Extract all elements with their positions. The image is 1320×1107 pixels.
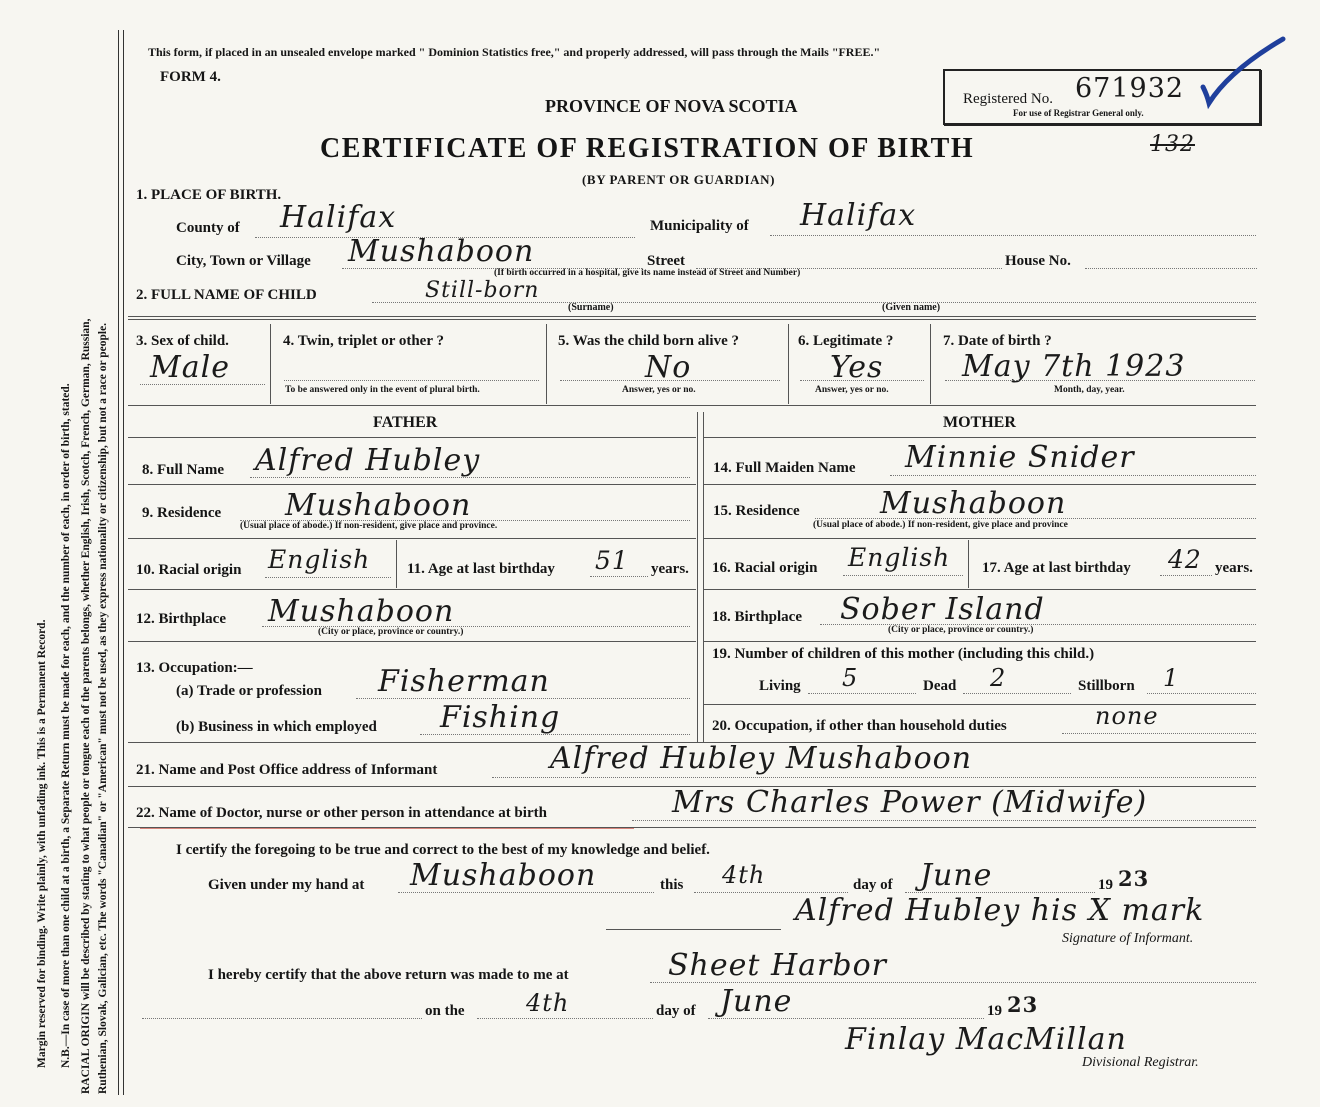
sex-label: 3. Sex of child. <box>136 333 229 349</box>
father-residence-note: (Usual place of abode.) If non-resident, give place and province. <box>240 521 498 531</box>
registrar-month: June <box>720 984 793 1019</box>
informant-signature-label: Signature of Informant. <box>1062 931 1194 946</box>
registrar-place: Sheet Harbor <box>668 948 887 983</box>
mother-race-value: English <box>848 543 951 572</box>
given-at-label: Given under my hand at <box>208 877 365 893</box>
municipality-value: Halifax <box>800 198 917 233</box>
registrar-day: 4th <box>526 989 570 1017</box>
legitimate-value: Yes <box>830 350 884 385</box>
registrar-year-prefix: 19 <box>987 1003 1002 1019</box>
informant-value: Alfred Hubley Mushaboon <box>550 741 973 776</box>
sex-value: Male <box>150 350 230 385</box>
father-birthplace-label: 12. Birthplace <box>136 611 226 627</box>
father-trade-label: (a) Trade or profession <box>176 683 322 699</box>
doctor-value: Mrs Charles Power (Midwife) <box>672 785 1148 820</box>
mother-race-label: 16. Racial origin <box>712 560 818 576</box>
margin-note-nationality: Ruthenian, Slovak, Galician, etc. The words "Canadian" or "American" must not be used, as they express nationality or citizenship, but not a race or people. <box>97 322 109 1094</box>
day-of-label: day of <box>853 877 893 893</box>
father-name-value: Alfred Hubley <box>255 443 481 478</box>
this-label: this <box>660 877 684 893</box>
legitimate-note: Answer, yes or no. <box>815 385 889 395</box>
father-age-value: 51 <box>595 546 629 575</box>
registrar-year-suffix: 23 <box>1007 992 1039 1017</box>
father-birthplace-note: (City or place, province or country.) <box>318 627 464 637</box>
mother-residence-note: (Usual place of abode.) If non-resident, give place and province <box>813 520 1068 530</box>
date-of-birth-value: May 7th 1923 <box>962 349 1186 384</box>
checkmark-icon <box>1195 35 1290 110</box>
given-at-value: Mushaboon <box>410 858 597 893</box>
mother-heading: MOTHER <box>943 414 1016 431</box>
margin-note-racial-origin: RACIAL ORIGIN will be described by stating to what people or tongue each of the parents belongs, whether English, Irish, Scotch, French, German, Russian, <box>80 318 92 1094</box>
father-business-label: (b) Business in which employed <box>176 719 377 735</box>
mother-name-value: Minnie Snider <box>905 440 1135 475</box>
mother-age-unit: years. <box>1215 560 1253 576</box>
postal-notice: This form, if placed in an unsealed envelope marked " Dominion Statistics free," and properly addressed, will pass through the Mails "FREE." <box>148 45 881 59</box>
born-alive-note: Answer, yes or no. <box>622 385 696 395</box>
certification-year-suffix: 23 <box>1118 866 1150 891</box>
hospital-note: (If birth occurred in a hospital, give its name instead of Street and Number) <box>494 268 801 278</box>
mother-birthplace-label: 18. Birthplace <box>712 609 802 625</box>
child-name-value: Still-born <box>425 278 540 303</box>
registrar-signature: Finlay MacMillan <box>845 1022 1127 1057</box>
father-race-value: English <box>268 545 371 574</box>
born-alive-value: No <box>645 350 692 385</box>
legitimate-label: 6. Legitimate ? <box>798 333 894 349</box>
registrar-label: Divisional Registrar. <box>1082 1055 1199 1070</box>
father-trade-value: Fisherman <box>378 664 550 699</box>
living-label: Living <box>759 678 801 694</box>
margin-note-multiple-births: N.B.—In case of more than one child at a birth, a Separate Return must be made for each, and the number of each, in order of birth, stated. <box>60 383 72 1068</box>
registrar-note: For use of Registrar General only. <box>1013 108 1144 118</box>
certification-statement: I certify the foregoing to be true and correct to the best of my knowledge and belief. <box>176 842 710 858</box>
informant-label: 21. Name and Post Office address of Informant <box>136 762 438 778</box>
city-label: City, Town or Village <box>176 253 311 269</box>
struck-number: 132 <box>1150 132 1195 157</box>
mother-birthplace-value: Sober Island <box>840 592 1045 627</box>
doctor-label: 22. Name of Doctor, nurse or other person in attendance at birth <box>136 805 547 821</box>
mother-occupation-value: none <box>1095 702 1159 730</box>
mother-birthplace-note: (City or place, province or country.) <box>888 625 1034 635</box>
certification-day: 4th <box>722 861 766 889</box>
living-value: 5 <box>842 664 859 692</box>
stillborn-value: 1 <box>1163 664 1180 692</box>
mother-age-value: 42 <box>1168 545 1202 574</box>
registered-label: Registered No. <box>963 91 1053 107</box>
mother-name-label: 14. Full Maiden Name <box>713 460 856 476</box>
registrar-statement: I hereby certify that the above return was made to me at <box>208 967 569 983</box>
mother-children-label: 19. Number of children of this mother (including this child.) <box>712 646 1095 662</box>
on-the-label: on the <box>425 1003 465 1019</box>
father-heading: FATHER <box>373 414 438 431</box>
father-occupation-label: 13. Occupation:— <box>136 660 253 676</box>
county-value: Halifax <box>280 200 397 235</box>
stillborn-label: Stillborn <box>1078 678 1135 694</box>
father-name-label: 8. Full Name <box>142 462 225 478</box>
mother-occupation-label: 20. Occupation, if other than household duties <box>712 718 1007 734</box>
date-of-birth-label: 7. Date of birth ? <box>943 333 1052 349</box>
mother-residence-label: 15. Residence <box>713 503 800 519</box>
mother-age-label: 17. Age at last birthday <box>982 560 1131 576</box>
mother-residence-value: Mushaboon <box>880 486 1067 521</box>
dead-label: Dead <box>923 678 957 694</box>
informant-signature: Alfred Hubley his X mark <box>795 893 1205 928</box>
twin-note: To be answered only in the event of plural birth. <box>285 385 480 395</box>
document-title: CERTIFICATE OF REGISTRATION OF BIRTH <box>320 133 975 164</box>
surname-note: (Surname) <box>568 302 614 313</box>
province-title: PROVINCE OF NOVA SCOTIA <box>545 96 798 116</box>
father-age-label: 11. Age at last birthday <box>407 561 555 577</box>
street-label: Street <box>647 253 686 269</box>
certification-year-prefix: 19 <box>1098 877 1113 893</box>
father-race-label: 10. Racial origin <box>136 562 242 578</box>
margin-note-binding: Margin reserved for binding. Write plainly, with unfading ink. This is a Permanent Record. <box>36 619 48 1068</box>
father-birthplace-value: Mushaboon <box>268 594 455 629</box>
father-age-unit: years. <box>651 561 689 577</box>
father-residence-label: 9. Residence <box>142 505 222 521</box>
form-number: FORM 4. <box>160 69 221 85</box>
house-number-label: House No. <box>1005 253 1071 269</box>
document-subtitle: (BY PARENT OR GUARDIAN) <box>582 172 776 187</box>
registrar-day-of-label: day of <box>656 1003 696 1019</box>
child-name-label: 2. FULL NAME OF CHILD <box>136 287 317 303</box>
twin-label: 4. Twin, triplet or other ? <box>283 333 444 349</box>
father-residence-value: Mushaboon <box>285 488 472 523</box>
registered-number: 671932 <box>1075 73 1185 104</box>
margin-rule-inner <box>123 30 124 1095</box>
date-of-birth-note: Month, day, year. <box>1054 385 1125 395</box>
father-business-value: Fishing <box>440 700 561 735</box>
born-alive-label: 5. Was the child born alive ? <box>558 333 739 349</box>
margin-rule <box>118 30 119 1095</box>
city-value: Mushaboon <box>348 234 535 269</box>
given-name-note: (Given name) <box>882 302 941 313</box>
municipality-label: Municipality of <box>650 218 749 234</box>
county-label: County of <box>176 220 240 236</box>
certification-month: June <box>920 858 993 893</box>
place-of-birth-heading: 1. PLACE OF BIRTH. <box>136 187 282 203</box>
dead-value: 2 <box>990 664 1007 692</box>
